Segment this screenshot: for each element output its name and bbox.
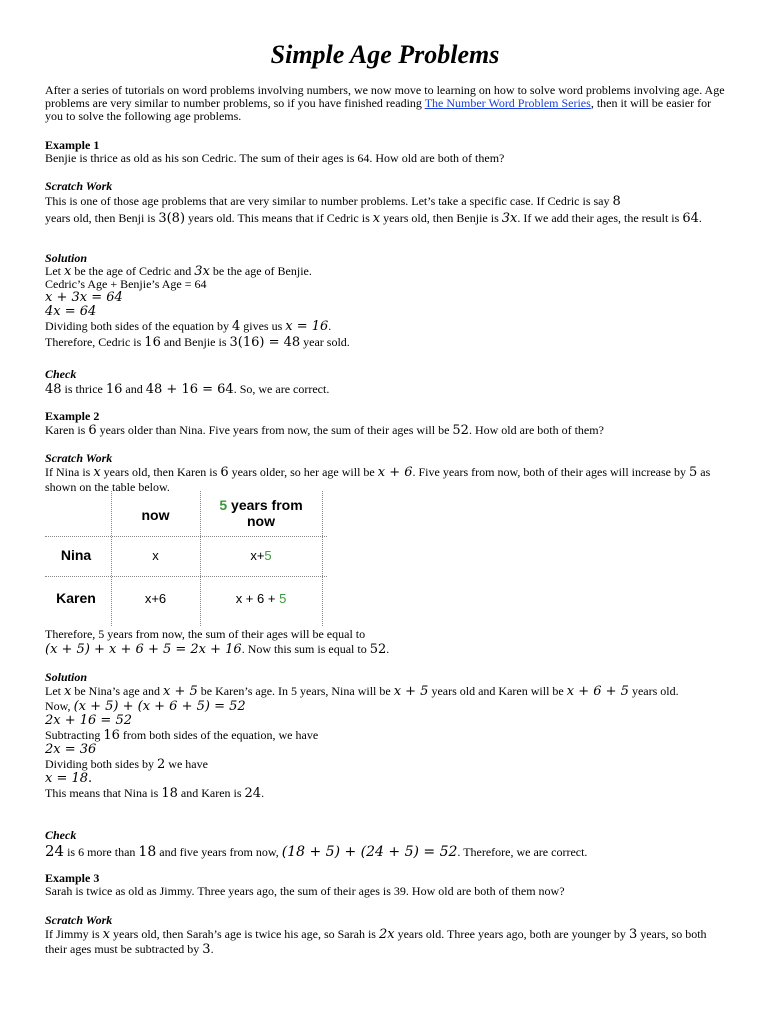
text: Let xyxy=(45,684,64,698)
text: Dividing both sides by xyxy=(45,757,158,771)
text: years old and Karen will be xyxy=(428,684,567,698)
example-1 xyxy=(45,139,725,165)
intro-text: After a series of tutorials on word problems involving numbers, we now move to learning on how to solve word problems involving age. Age problems are very similar to number problems, so if you have finished reading xyxy=(45,83,725,110)
check-line xyxy=(45,842,725,861)
row-label-karen: Karen xyxy=(56,590,96,606)
math: 64 xyxy=(682,211,699,226)
example-3-problem: Sarah is twice as old as Jimmy. Three years ago, the sum of their ages is 39. How old are both of them now? xyxy=(45,884,565,898)
text: . xyxy=(261,786,265,800)
math: (x + 5) + x + 6 + 5 = 2x + 16 xyxy=(45,642,242,657)
text: 5 xyxy=(264,548,272,563)
text: Dividing both sides of the equation by xyxy=(45,319,232,333)
equation: 4x = 64 xyxy=(45,304,97,319)
math: 3(16) = 48 xyxy=(229,335,301,350)
text: years older, so her age will be xyxy=(228,465,378,479)
math: x xyxy=(64,264,72,279)
math: 3 xyxy=(202,942,211,957)
table-divider xyxy=(45,576,327,577)
example-2-problem xyxy=(45,423,725,438)
solution-line xyxy=(45,334,725,351)
text: Let xyxy=(45,264,64,278)
math: 4 xyxy=(231,319,241,334)
math: 48 + 16 = 64 xyxy=(145,382,234,397)
column-header-5-years xyxy=(200,497,322,529)
math: 2x xyxy=(378,927,395,942)
age-table xyxy=(45,491,327,626)
solution-line xyxy=(45,786,725,801)
example-1-scratch xyxy=(45,180,725,227)
text: . So, we are correct. xyxy=(233,382,330,396)
text: as shown on the table below. xyxy=(45,465,711,494)
text: Therefore, Cedric is xyxy=(45,335,145,349)
equation: x = 18. xyxy=(45,771,93,786)
text: and five years from now, xyxy=(156,845,282,859)
text: and Karen is xyxy=(177,786,245,800)
text: years from xyxy=(227,497,303,513)
solution-line xyxy=(45,699,725,714)
solution-line xyxy=(45,728,725,743)
math: x xyxy=(372,211,381,226)
cell-nina-later xyxy=(200,548,322,564)
text: If Jimmy is xyxy=(45,927,103,941)
scratch-work-heading: Scratch Work xyxy=(45,179,113,193)
text: . xyxy=(210,942,214,956)
math: x + 5 xyxy=(162,684,198,699)
text: 5 xyxy=(279,591,287,606)
text: Karen is xyxy=(45,423,89,437)
scratch-work-heading: Scratch Work xyxy=(45,913,113,927)
text: If Nina is xyxy=(45,465,94,479)
text: is thrice xyxy=(61,382,106,396)
example-1-problem: Benjie is thrice as old as his son Cedric. The sum of their ages is 64. How old are both of them? xyxy=(45,151,505,165)
text: we have xyxy=(165,757,208,771)
math: 18 xyxy=(138,844,157,860)
math: (18 + 5) + (24 + 5) = 52 xyxy=(281,844,458,860)
text: Subtracting xyxy=(45,728,104,742)
column-header-now: now xyxy=(141,507,170,523)
text: x + 6 + xyxy=(235,591,280,606)
math: 24 xyxy=(45,842,65,860)
solution-heading: Solution xyxy=(45,251,88,265)
example-1-check xyxy=(45,368,725,398)
equation: 2x + 16 = 52 xyxy=(45,713,133,728)
table-divider xyxy=(45,536,327,537)
text: Now, xyxy=(45,699,74,713)
math: x xyxy=(102,927,111,942)
example-2-scratch xyxy=(45,452,725,494)
solution-heading: Solution xyxy=(45,670,88,684)
text: 5 xyxy=(219,497,228,513)
example-2-heading: Example 2 xyxy=(45,409,100,423)
check-heading: Check xyxy=(45,828,77,842)
equation: x + 3x = 64 xyxy=(45,290,123,305)
math: 6 xyxy=(220,465,229,480)
text: years old, then Karen is xyxy=(100,465,221,479)
text: . xyxy=(698,211,702,225)
text: year sold. xyxy=(300,335,350,349)
text: years old. Three years ago, both are younger by xyxy=(394,927,629,941)
math: x = 16 xyxy=(285,319,329,334)
text: gives us xyxy=(240,319,286,333)
text-line: Therefore, 5 years from now, the sum of their ages will be equal to xyxy=(45,627,366,641)
text: This means that Nina is xyxy=(45,786,162,800)
check-heading: Check xyxy=(45,367,77,381)
math: 3 xyxy=(628,927,638,942)
cell-karen-later xyxy=(200,591,322,607)
text: . Therefore, we are correct. xyxy=(457,845,588,859)
text-line xyxy=(45,641,725,658)
equation: 2x = 36 xyxy=(45,742,97,757)
after-table-text xyxy=(45,628,725,658)
math: 16 xyxy=(103,728,120,743)
solution-line xyxy=(45,319,725,334)
text: . Five years from now, both of their ages will increase by xyxy=(412,465,689,479)
scratch-work-text xyxy=(45,927,725,957)
math: 8 xyxy=(612,194,621,209)
math: 16 xyxy=(144,335,161,350)
intro-text-end: , then it will be easier for you to solve the following age problems. xyxy=(45,96,712,123)
math: x + 5 xyxy=(393,684,429,699)
text: be Karen’s age. In 5 years, Nina will be xyxy=(197,684,394,698)
math: x + 6 + 5 xyxy=(566,684,629,699)
math: 48 xyxy=(45,382,62,397)
text: years, so both their ages must be subtracted by xyxy=(45,927,707,956)
text: years old. This means that if Cedric is xyxy=(185,211,373,225)
number-word-problem-link[interactable]: The Number Word Problem Series xyxy=(424,96,591,110)
text: This is one of those age problems that are very similar to number problems. Let’s take a specific case. If Cedric is say xyxy=(45,194,613,208)
text: be the age of Cedric and xyxy=(71,264,195,278)
text: years older than Nina. Five years from now, the sum of their ages will be xyxy=(96,423,453,437)
text: years old, then Benjie is xyxy=(380,211,502,225)
solution-line xyxy=(45,684,725,699)
example-3-heading: Example 3 xyxy=(45,871,100,885)
example-3 xyxy=(45,872,725,898)
math: 6 xyxy=(88,423,97,438)
text: be the age of Benjie. xyxy=(209,264,312,278)
solution-line xyxy=(45,757,725,772)
text: and xyxy=(122,382,146,396)
math: x xyxy=(93,465,101,480)
math: 18 xyxy=(161,786,178,801)
text: now xyxy=(247,513,275,529)
example-1-solution xyxy=(45,252,725,351)
math: 52 xyxy=(369,642,387,657)
text: . xyxy=(386,642,390,656)
math: (x + 5) + (x + 6 + 5) = 52 xyxy=(73,699,246,714)
math: x xyxy=(64,684,72,699)
cell-nina-now: x xyxy=(152,548,159,563)
text: . How old are both of them? xyxy=(468,423,604,437)
math: 16 xyxy=(105,382,123,397)
text: years old, then Sarah’s age is twice his age, so Sarah is xyxy=(110,927,379,941)
text: . If we add their ages, the result is xyxy=(517,211,683,225)
math: x + 6 xyxy=(377,465,413,480)
math: 24 xyxy=(244,786,262,801)
text: years old, then Benji is xyxy=(45,211,159,225)
text: be Nina’s age and xyxy=(71,684,163,698)
check-line xyxy=(45,381,725,398)
scratch-work-heading: Scratch Work xyxy=(45,451,113,465)
text: from both sides of the equation, we have xyxy=(119,728,319,742)
text: x+ xyxy=(250,548,265,563)
solution-line: Cedric’s Age + Benjie’s Age = 64 xyxy=(45,277,207,291)
row-label-nina: Nina xyxy=(60,547,92,563)
scratch-work-text xyxy=(45,193,725,227)
text: . Now this sum is equal to xyxy=(241,642,370,656)
text: . xyxy=(328,319,332,333)
text: and Benjie is xyxy=(160,335,230,349)
math: 5 xyxy=(688,465,698,480)
text: years old. xyxy=(628,684,679,698)
math: 3(8) xyxy=(158,211,186,226)
table-divider xyxy=(322,491,323,626)
intro-paragraph xyxy=(45,84,725,123)
cell-karen-now: x+6 xyxy=(144,591,167,606)
example-3-scratch xyxy=(45,914,725,957)
example-2-check xyxy=(45,829,725,861)
example-2-solution xyxy=(45,671,725,801)
math: 3x xyxy=(501,211,518,226)
math: 3x xyxy=(194,264,210,279)
text: is 6 more than xyxy=(64,845,139,859)
math: 2 xyxy=(157,757,166,772)
example-1-heading: Example 1 xyxy=(45,138,100,152)
page-title: Simple Age Problems xyxy=(270,40,500,69)
math: 52 xyxy=(452,423,469,438)
example-2 xyxy=(45,410,725,438)
scratch-work-text xyxy=(45,465,725,494)
